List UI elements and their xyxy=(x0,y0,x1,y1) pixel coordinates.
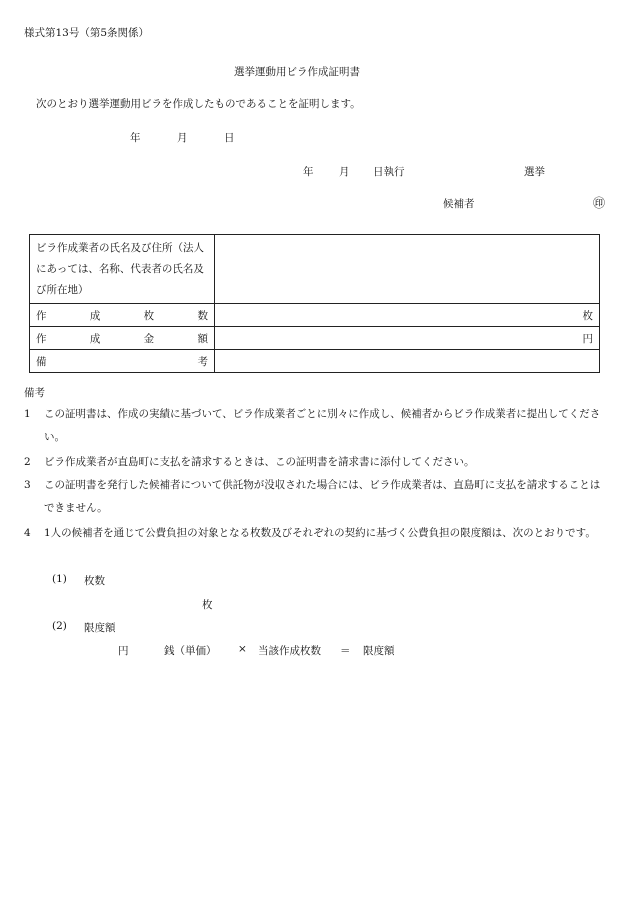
sub1-unit: 枚 xyxy=(202,599,213,611)
election-year-label: 年 xyxy=(303,166,314,178)
remarks-value-cell[interactable] xyxy=(215,350,600,373)
election-month-label: 月 xyxy=(339,166,350,178)
intro-text: 次のとおり選挙運動用ビラを作成したものであることを証明します。 xyxy=(36,98,361,110)
table-row-amount xyxy=(30,327,600,350)
sub2-label: 限度額 xyxy=(84,622,116,634)
note-item-4: 4 1人の候補者を通じて公費負担の対象となる枚数及びそれぞれの契約に基づく公費負担の限度額は、次のとおりです。 xyxy=(24,527,596,539)
quantity-unit: 枚 xyxy=(582,309,593,322)
sub1-label: 枚数 xyxy=(84,575,105,587)
amount-unit: 円 xyxy=(582,332,593,345)
sub1-number: (1) xyxy=(52,573,67,585)
table-row-contractor xyxy=(30,235,600,304)
quantity-label: 作 成 枚 数 xyxy=(36,309,208,322)
note-item-1: 1 この証明書は、作成の実績に基づいて、ビラ作成業者ごとに別々に作成し、候補者からビラ作成業者に提出してください。 xyxy=(24,408,601,443)
date-year-label: 年 xyxy=(130,132,141,144)
table-row-remarks xyxy=(30,350,600,373)
details-table xyxy=(29,234,600,373)
formula-count: 当該作成枚数 xyxy=(258,645,321,657)
candidate-label: 候補者 xyxy=(443,198,475,210)
note-item-2: 2 ビラ作成業者が直島町に支払を請求するときは、この証明書を請求書に添付してください。 xyxy=(24,456,475,468)
formula-times: × xyxy=(238,643,247,655)
election-executed-label: 日執行 xyxy=(373,166,405,178)
formula-yen: 円 xyxy=(118,645,129,657)
form-number: 様式第13号（第5条関係） xyxy=(24,27,150,39)
contractor-value-cell[interactable] xyxy=(215,235,600,304)
notes-heading: 備考 xyxy=(24,387,45,399)
document-title: 選挙運動用ビラ作成証明書 xyxy=(234,66,360,78)
date-day-label: 日 xyxy=(224,132,235,144)
table-row-quantity xyxy=(30,304,600,327)
note-item-3: 3 この証明書を発行した候補者について供託物が没収された場合には、ビラ作成業者は、直島町に支払を請求することはできません。 xyxy=(24,479,601,514)
formula-equals: ＝ xyxy=(340,645,351,657)
seal-mark: ㊞ xyxy=(593,196,606,210)
quantity-value-cell[interactable] xyxy=(215,304,600,327)
amount-value-cell[interactable] xyxy=(215,327,600,350)
formula-result: 限度額 xyxy=(363,645,395,657)
date-month-label: 月 xyxy=(177,132,188,144)
amount-label: 作 成 金 額 xyxy=(36,332,208,345)
formula-sen-unit-price: 銭（単価） xyxy=(164,645,217,657)
contractor-label: ビラ作成業者の氏名及び住所（法人にあっては、名称、代表者の氏名及び所在地） xyxy=(30,235,215,304)
remarks-label: 備 考 xyxy=(36,355,208,368)
sub2-number: (2) xyxy=(52,620,67,632)
election-name-label: 選挙 xyxy=(524,166,545,178)
